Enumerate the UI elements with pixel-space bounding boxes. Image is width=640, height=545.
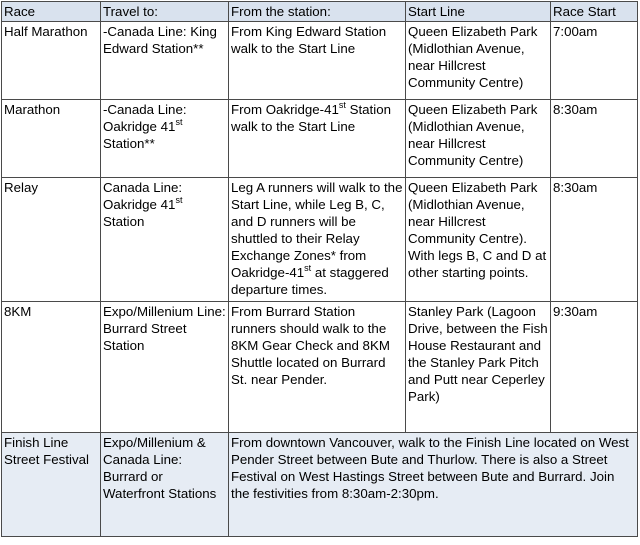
header-race-start: Race Start <box>551 2 638 22</box>
ordinal-suffix: st <box>304 262 312 273</box>
race-name: Half Marathon <box>2 22 101 100</box>
travel-to: Expo/Millenium Line: Burrard Street Station <box>101 302 229 433</box>
race-name: Finish Line Street Festival <box>2 433 101 537</box>
ordinal-suffix: st <box>175 116 183 127</box>
header-travel: Travel to: <box>101 2 229 22</box>
table-row <box>2 22 638 100</box>
race-start: 7:00am <box>551 22 638 100</box>
from-station: From Burrard Station runners should walk to the 8KM Gear Check and 8KM Shuttle located on Burrard St. near Pender. <box>229 302 406 433</box>
travel-to <box>101 100 229 178</box>
festival-details: From downtown Vancouver, walk to the Finish Line located on West Pender Street between Bute and Thurlow. There is also a Street Festival on West Hastings Street between Bute and Burrard. Join the festivities from 8:30am-2:30pm. <box>229 433 638 537</box>
race-name: 8KM <box>2 302 101 433</box>
travel-to <box>101 178 229 302</box>
header-from-station: From the station: <box>229 2 406 22</box>
from-station <box>229 100 406 178</box>
table-row <box>2 302 638 433</box>
from-station <box>229 178 406 302</box>
race-start: 8:30am <box>551 100 638 178</box>
race-name: Relay <box>2 178 101 302</box>
travel-text-end: Station <box>103 214 145 229</box>
from-text: Leg A runners will walk to the Start Line, while Leg B, C, and D runners will be shuttled to their Relay Exchange Zones* from Oakridge-41 <box>231 180 403 280</box>
header-row <box>2 2 638 22</box>
from-station: From King Edward Station walk to the Start Line <box>229 22 406 100</box>
race-name: Marathon <box>2 100 101 178</box>
header-start-line: Start Line <box>406 2 551 22</box>
race-start: 8:30am <box>551 178 638 302</box>
from-text-end: at staggered departure times. <box>231 265 389 297</box>
start-line: Queen Elizabeth Park (Midlothian Avenue, near Hillcrest Community Centre). With legs B, C and D at other starting points. <box>406 178 551 302</box>
travel-to: -Canada Line: King Edward Station** <box>101 22 229 100</box>
ordinal-suffix: st <box>175 194 183 205</box>
table-row <box>2 433 638 537</box>
ordinal-suffix: st <box>338 99 346 110</box>
travel-text-end: Station** <box>103 136 155 151</box>
race-start: 9:30am <box>551 302 638 433</box>
start-line: Queen Elizabeth Park (Midlothian Avenue, near Hillcrest Community Centre) <box>406 22 551 100</box>
header-race: Race <box>2 2 101 22</box>
table-row <box>2 100 638 178</box>
start-line: Stanley Park (Lagoon Drive, between the Fish House Restaurant and the Stanley Park Pitch and Putt near Ceperley Park) <box>406 302 551 433</box>
travel-to: Expo/Millenium & Canada Line: Burrard or Waterfront Stations <box>101 433 229 537</box>
from-text: From Oakridge-41 <box>231 102 339 117</box>
race-schedule-table <box>1 1 638 537</box>
start-line: Queen Elizabeth Park (Midlothian Avenue, near Hillcrest Community Centre) <box>406 100 551 178</box>
from-text-end: Station walk to the Start Line <box>231 102 391 134</box>
table-row <box>2 178 638 302</box>
travel-text: -Canada Line: Oakridge 41 <box>103 102 187 134</box>
travel-text: Canada Line: Oakridge 41 <box>103 180 183 212</box>
